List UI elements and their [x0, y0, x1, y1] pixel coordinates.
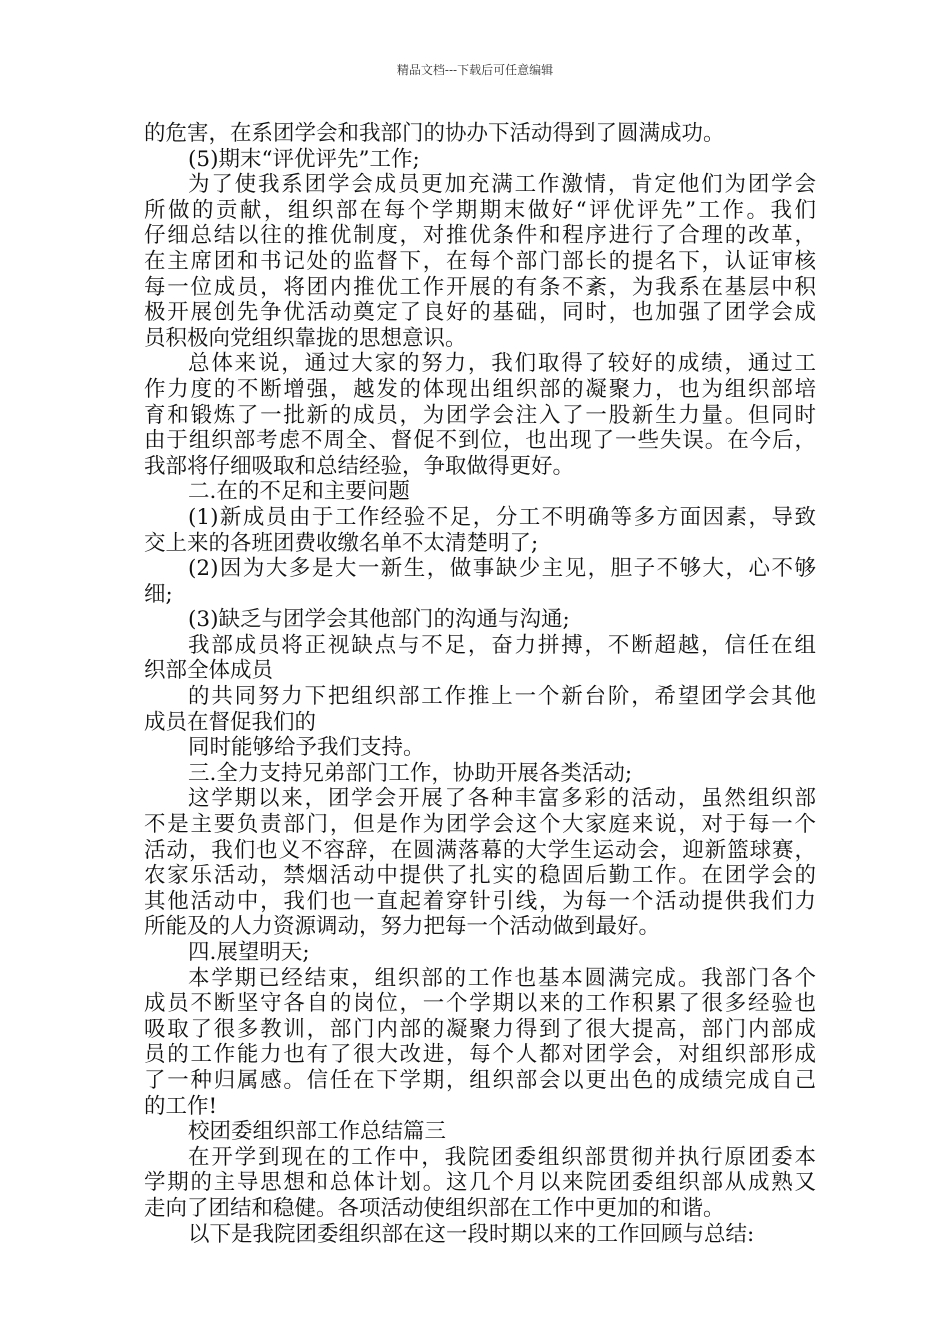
text-line: 仔细总结以往的推优制度，对推优条件和程序进行了合理的改革， [144, 223, 816, 249]
text-line: 的工作! [144, 1093, 218, 1119]
text-line: 由于组织部考虑不周全、督促不到位，也出现了一些失误。在今后， [144, 428, 816, 454]
text-line: 总体来说，通过大家的努力，我们取得了较好的成绩，通过工 [188, 351, 816, 377]
text-line: 学期的主导思想和总体计划。这几个月以来院团委组织部从成熟又 [144, 1170, 816, 1196]
text-line: (1)新成员由于工作经验不足，分工不明确等多方面因素，导致 [188, 504, 816, 530]
page-header: 精品文档---下载后可任意编辑 [396, 63, 554, 77]
text-line: 为了使我系团学会成员更加充满工作激情，肯定他们为团学会 [188, 172, 816, 198]
text-line: (2)因为大多是大一新生，做事缺少主见，胆子不够大，心不够 [188, 556, 816, 582]
text-line: 细; [144, 581, 173, 607]
text-line: 所做的贡献，组织部在每个学期期末做好“评优评先”工作。我们 [144, 197, 816, 223]
text-line: 在开学到现在的工作中，我院团委组织部贯彻并执行原团委本 [188, 1144, 816, 1170]
text-line: 以下是我院团委组织部在这一段时期以来的工作回顾与总结: [188, 1221, 755, 1247]
text-line: 成员不断坚守各自的岗位，一个学期以来的工作积累了很多经验也 [144, 991, 816, 1017]
document-body [144, 121, 816, 1247]
text-line: 织部全体成员 [144, 658, 274, 684]
text-line: 农家乐活动，禁烟活动中提供了扎实的稳固后勤工作。在团学会的 [144, 863, 816, 889]
text-line: 我部将仔细吸取和总结经验，争取做得更好。 [144, 453, 575, 479]
text-line: 三.全力支持兄弟部门工作，协助开展各类活动; [188, 760, 633, 786]
text-line: (5)期末“评优评先”工作; [188, 146, 420, 172]
text-line: 交上来的各班团费收缴名单不太清楚明了; [144, 530, 539, 556]
text-line: 活动，我们也义不容辞，在圆满落幕的大学生运动会，迎新篮球赛， [144, 837, 816, 863]
text-line: 同时能够给予我们支持。 [188, 735, 425, 761]
text-line: 了一种归属感。信任在下学期，组织部会以更出色的成绩完成自己 [144, 1067, 816, 1093]
text-line: 本学期已经结束，组织部的工作也基本圆满完成。我部门各个 [188, 965, 816, 991]
text-line: 吸取了很多教训，部门内部的凝聚力得到了很大提高，部门内部成 [144, 1016, 816, 1042]
text-line: 所能及的人力资源调动，努力把每一个活动做到最好。 [144, 914, 661, 940]
text-line: 我部成员将正视缺点与不足，奋力拼搏，不断超越，信任在组 [188, 632, 816, 658]
text-line: 成员在督促我们的 [144, 709, 317, 735]
text-line: (3)缺乏与团学会其他部门的沟通与沟通; [188, 607, 570, 633]
text-line: 的共同努力下把组织部工作推上一个新台阶，希望团学会其他 [188, 684, 816, 710]
text-line: 在主席团和书记处的监督下，在每个部门部长的提名下，认证审核 [144, 248, 816, 274]
text-line: 员的工作能力也有了很大改进，每个人都对团学会，对组织部形成 [144, 1042, 816, 1068]
text-line: 不是主要负责部门，但是作为团学会这个大家庭来说，对于每一个 [144, 812, 816, 838]
text-line: 走向了团结和稳健。各项活动使组织部在工作中更加的和谐。 [144, 1195, 725, 1221]
text-line: 二.在的不足和主要问题 [188, 479, 410, 505]
text-line: 极开展创先争优活动奠定了良好的基础，同时，也加强了团学会成 [144, 300, 816, 326]
text-line: 其他活动中，我们也一直起着穿针引线，为每一个活动提供我们力 [144, 888, 816, 914]
text-line: 作力度的不断增强，越发的体现出组织部的凝聚力，也为组织部培 [144, 376, 816, 402]
text-line: 这学期以来，团学会开展了各种丰富多彩的活动，虽然组织部 [188, 786, 816, 812]
text-line: 育和锻炼了一批新的成员，为团学会注入了一股新生力量。但同时 [144, 402, 816, 428]
text-line: 校团委组织部工作总结篇三 [188, 1119, 447, 1145]
text-line: 每一位成员，将团内推优工作开展的有条不紊，为我系在基层中积 [144, 274, 816, 300]
text-line: 的危害，在系团学会和我部门的协办下活动得到了圆满成功。 [144, 121, 725, 146]
text-line: 四.展望明天; [188, 940, 310, 965]
text-line: 员积极向党组织靠拢的思想意识。 [144, 325, 467, 351]
